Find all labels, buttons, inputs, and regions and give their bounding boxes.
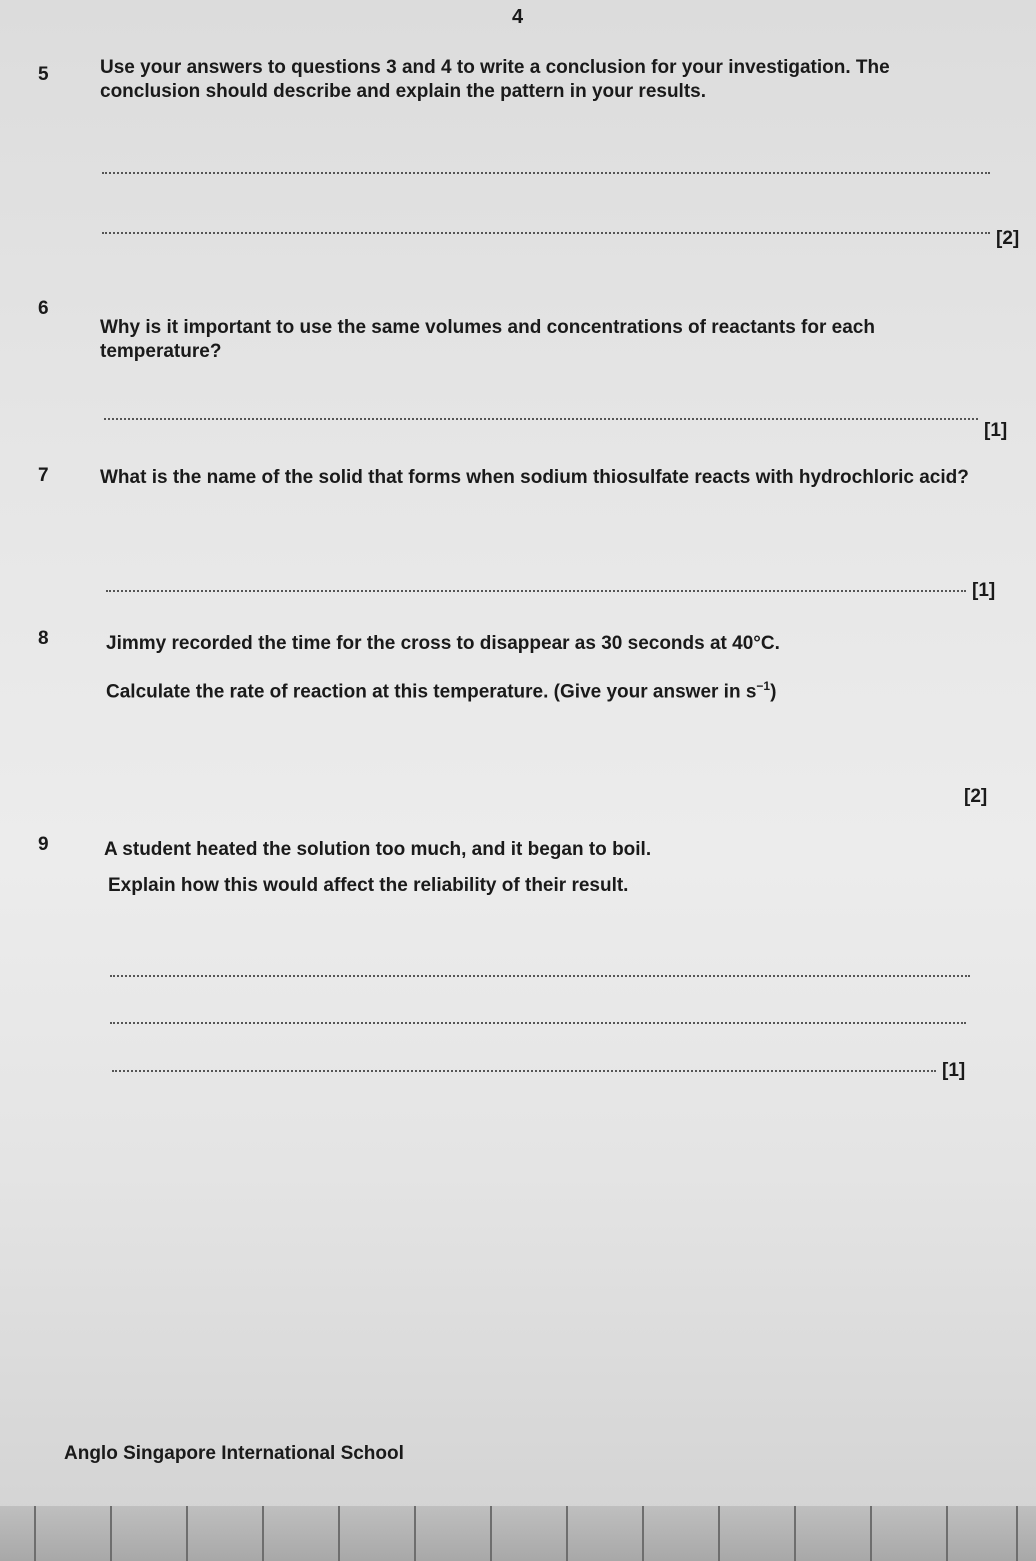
answer-line[interactable]	[110, 975, 970, 977]
question-6-number: 6	[38, 298, 49, 319]
question-7-number: 7	[38, 465, 49, 486]
question-8-number: 8	[38, 628, 49, 649]
desk-surface	[0, 1506, 1036, 1561]
answer-line[interactable]	[104, 418, 978, 420]
answer-line[interactable]	[102, 232, 990, 234]
question-8-marks: [2]	[964, 786, 988, 807]
question-9-number: 9	[38, 834, 49, 855]
question-9-text: A student heated the solution too much, and it began to boil.	[104, 839, 652, 860]
page-number: 4	[512, 6, 524, 28]
question-6-marks: [1]	[984, 420, 1008, 441]
question-5-text: Use your answers to questions 3 and 4 to write a conclusion for your investigation. The conclusion should describe and explain the pattern in your results.	[100, 57, 890, 102]
answer-line[interactable]	[110, 1022, 966, 1024]
question-6-text: Why is it important to use the same volumes and concentrations of reactants for each temperature?	[100, 317, 875, 362]
question-8-instruction: Calculate the rate of reaction at this temperature. (Give your answer in $s^{-1}$)	[106, 679, 777, 703]
answer-line[interactable]	[112, 1070, 936, 1072]
question-5-number: 5	[38, 64, 49, 85]
question-9-marks: [1]	[942, 1060, 966, 1081]
answer-line[interactable]	[106, 590, 966, 592]
question-5-marks: [2]	[996, 228, 1020, 249]
answer-line[interactable]	[102, 172, 990, 174]
question-8-text: Jimmy recorded the time for the cross to disappear as 30 seconds at 40°C.	[106, 633, 780, 654]
footer-school-name: Anglo Singapore International School	[64, 1443, 404, 1464]
question-9-instruction: Explain how this would affect the reliability of their result.	[108, 875, 629, 896]
question-7-marks: [1]	[972, 580, 996, 601]
question-7-text: What is the name of the solid that forms when sodium thiosulfate reacts with hydrochloric acid?	[100, 467, 969, 488]
